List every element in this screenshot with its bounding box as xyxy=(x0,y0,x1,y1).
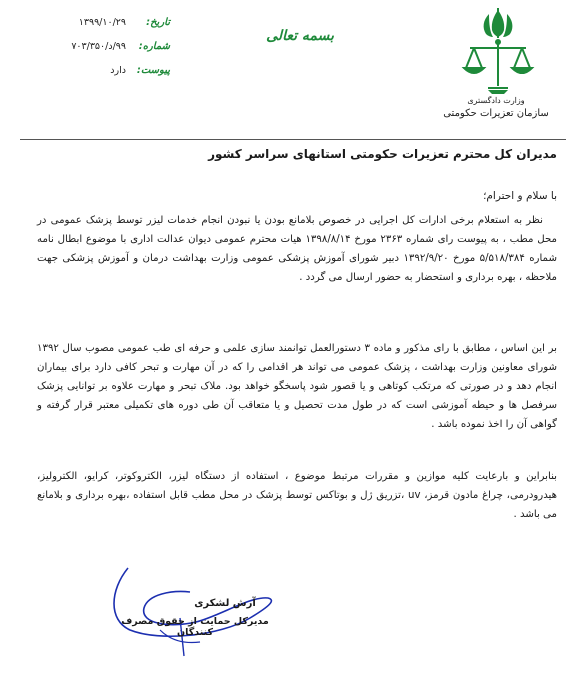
paragraph-3: بنابراین و بارعایت کلیه موازین و مقررات مرتبط موضوع ، استفاده از دستگاه لیزر، الکتروکوتر، کرایو، الکترولیز، هیدرودرمی، چراغ مادون قرمز، uv ،تزریق ژل و بوتاکس توسط پزشک در محل مطب قابل استفاده ،بهره برداری و بلامانع می باشد . xyxy=(37,471,557,520)
date-label: تاریخ: xyxy=(146,16,170,28)
letter-meta xyxy=(60,10,170,82)
addressee: مدیران کل محترم تعزیرات حکومتی استانهای سراسر کشور xyxy=(208,147,557,161)
handwritten-signature xyxy=(100,560,290,660)
iran-emblem-icon xyxy=(458,6,538,106)
attachment-row xyxy=(60,58,170,82)
number-row xyxy=(60,34,170,58)
attachment-label: پیوست: xyxy=(136,64,170,76)
besmellah-heading: بسمه تعالی xyxy=(266,28,334,44)
ministry-name: وزارت دادگستری xyxy=(467,96,525,105)
date-value: ۱۳۹۹/۱۰/۲۹ xyxy=(78,16,126,28)
signer-title: مدیرکل حمایت از حقوق مصرف کنندگان xyxy=(121,616,269,638)
number-label: شماره: xyxy=(138,40,170,52)
paragraph-2: بر این اساس ، مطابق با رای مذکور و ماده ۳ دستورالعمل توانمند سازی علمی و حرفه ای طب عمومی مصوب سال ۱۳۹۲ شورای معاونین وزارت بهداشت ، پزشک عمومی می تواند هر اقدامی را که در آن مهارت و تبحر کافی دارد برای بیماران انجام دهد و در صورتی که مرتکب کوتاهی و یا قصور شود پاسخگو خواهد بود. ملاک تبحر و مهارت علاوه بر توانایی پزشک سرفصل ها و حیطه آموزشی است که در طول مدت تحصیل و یا متعاقب آن طی دوره های تکمیلی معتبر قرار گرفته و گواهی آن را اخذ نموده باشد . xyxy=(37,343,557,430)
attachment-value: دارد xyxy=(110,64,126,76)
date-row xyxy=(60,10,170,34)
paragraph-1: نظر به استعلام برخی ادارات کل اجرایی در خصوص بلامانع بودن یا نبودن انجام خدمات لیزر توسط پزشک عمومی در محل مطب ، به پیوست رای شماره ۲۳۶۳ مورخ ۱۳۹۸/۸/۱۴ هیات محترم عمومی دیوان عدالت اداری با موضوع ابطال نامه شماره ۵/۵۱۸/۳۸۴ مورخ ۱۳۹۲/۹/۲۰ دبیر شورای آموزش پزشکی عمومی وزارت بهداشت درمان و آموزش پزشکی جهت ملاحظه ، بهره برداری و استحضار به حضور ارسال می گردد . xyxy=(37,215,557,283)
header-divider xyxy=(20,139,566,140)
greeting: با سلام و احترام؛ xyxy=(483,190,557,202)
organization-name: سازمان تعزیرات حکومتی xyxy=(443,108,549,119)
signer-name: آرش لشکری xyxy=(194,598,256,609)
number-value: ۹۹/د/۷۰۳/۳۵۰ xyxy=(71,40,126,52)
